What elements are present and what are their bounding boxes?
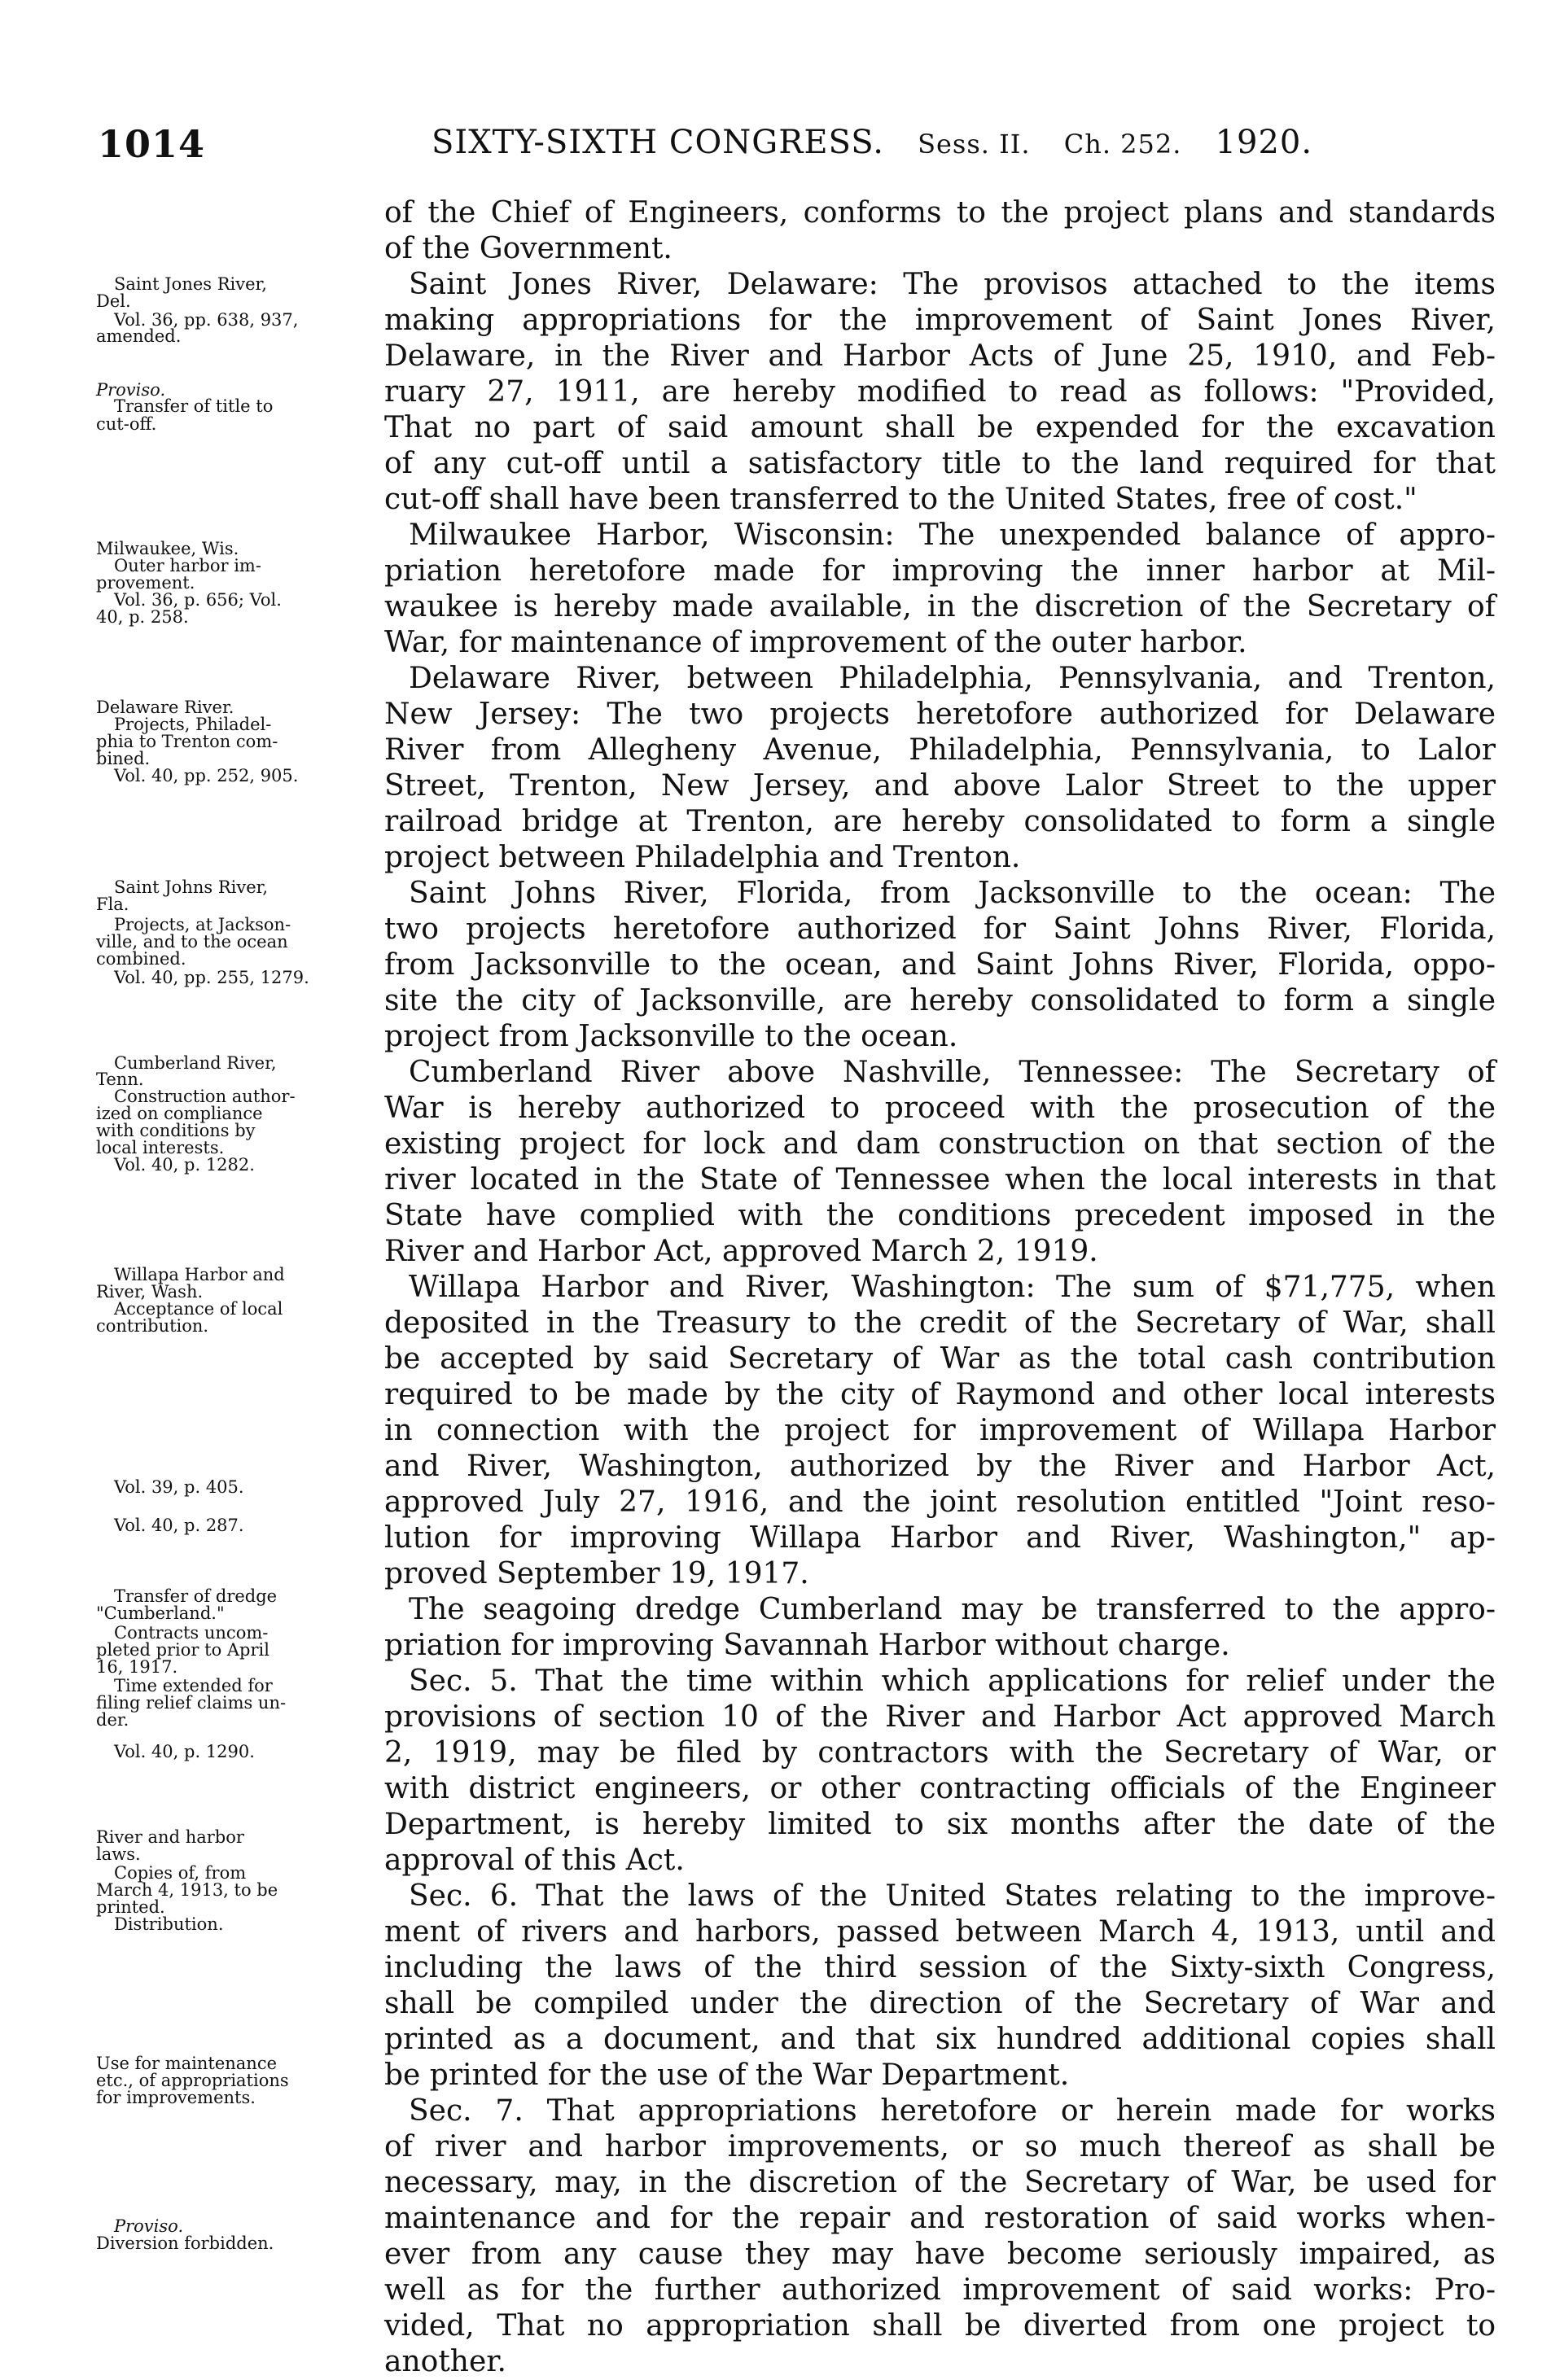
body-line: of the Chief of Engineers, conforms to the project plans and standards: [384, 196, 1496, 230]
body-line: of any cut-off until a satisfactory title to the land required for that: [384, 447, 1496, 480]
margin-note: Vol. 36, p. 656; Vol.: [114, 590, 282, 610]
body-line: including the laws of the third session of the Sixty-sixth Congress,: [384, 1951, 1496, 1984]
margin-note: Vol. 40, p. 1282.: [114, 1155, 255, 1175]
body-line: well as for the further authorized improvement of said works: Pro-: [384, 2273, 1496, 2307]
body-line: site the city of Jacksonville, are hereby consolidated to form a single: [384, 984, 1496, 1017]
margin-note: laws.: [96, 1844, 141, 1864]
margin-note: Use for maintenance: [96, 2054, 278, 2073]
margin-note: local interests.: [96, 1138, 225, 1157]
margin-note: "Cumberland.": [96, 1603, 225, 1623]
margin-note: ized on compliance: [96, 1104, 263, 1123]
margin-note: Diversion forbidden.: [96, 2233, 274, 2253]
margin-note: Vol. 40, pp. 255, 1279.: [114, 968, 309, 987]
body-line: project between Philadelphia and Trenton.: [384, 841, 1021, 874]
margin-note: Time extended for: [114, 1676, 273, 1695]
body-line: Cumberland River above Nashville, Tennessee: The Secretary of: [409, 1056, 1496, 1089]
body-line: project from Jacksonville to the ocean.: [384, 1020, 958, 1053]
body-line: River from Allegheny Avenue, Philadelphia, Pennsylvania, to Lalor: [384, 733, 1496, 767]
margin-note: River and harbor: [96, 1827, 244, 1847]
body-line: New Jersey: The two projects heretofore authorized for Delaware: [384, 698, 1496, 731]
body-line: printed as a document, and that six hundred additional copies shall: [384, 2023, 1496, 2056]
margin-note: Distribution.: [114, 1914, 224, 1934]
margin-note: Proviso.: [96, 380, 166, 400]
body-line: ment of rivers and harbors, passed between March 4, 1913, until and: [384, 1915, 1496, 1949]
margin-note: Projects, Philadel-: [114, 715, 272, 734]
margin-note: Projects, at Jackson-: [114, 915, 291, 934]
body-line: The seagoing dredge Cumberland may be transferred to the appro-: [409, 1593, 1496, 1626]
margin-note: Vol. 36, pp. 638, 937,: [114, 310, 299, 330]
session-label: Sess. II.: [918, 129, 1031, 160]
body-line: War, for maintenance of improvement of the outer harbor.: [384, 626, 1247, 659]
body-line: vided, That no appropriation shall be diverted from one project to: [384, 2309, 1496, 2343]
body-line: maintenance and for the repair and restoration of said works when-: [384, 2202, 1496, 2235]
body-line: from Jacksonville to the ocean, and Saint Johns River, Florida, oppo-: [384, 948, 1496, 982]
margin-note: pleted prior to April: [96, 1640, 269, 1660]
body-line: Sec. 5. That the time within which applications for relief under the: [409, 1665, 1496, 1698]
body-line: 2, 1919, may be filed by contractors with the Secretary of War, or: [384, 1736, 1496, 1770]
margin-note: for improvements.: [96, 2088, 256, 2107]
body-line: River and Harbor Act, approved March 2, 1919.: [384, 1235, 1098, 1268]
margin-note: with conditions by: [96, 1121, 256, 1140]
body-line: ever from any cause they may have become seriously impaired, as: [384, 2238, 1496, 2271]
page-number: 1014: [98, 122, 206, 166]
margin-note: provement.: [96, 573, 195, 593]
body-line: shall be compiled under the direction of the Secretary of War and: [384, 1987, 1496, 2020]
body-line: Saint Johns River, Florida, from Jacksonville to the ocean: The: [409, 877, 1496, 910]
margin-note: Cumberland River,: [114, 1053, 277, 1073]
margin-note: contribution.: [96, 1316, 209, 1336]
margin-note: Vol. 40, pp. 252, 905.: [114, 766, 299, 785]
margin-note: Del.: [96, 291, 131, 311]
margin-note: Saint Johns River,: [114, 877, 269, 897]
body-line: Department, is hereby limited to six months after the date of the: [384, 1808, 1496, 1841]
body-line: Delaware River, between Philadelphia, Pennsylvania, and Trenton,: [409, 662, 1496, 695]
margin-note: Vol. 39, p. 405.: [114, 1477, 244, 1497]
margin-note: Milwaukee, Wis.: [96, 539, 239, 558]
body-line: priation for improving Savannah Harbor without charge.: [384, 1629, 1230, 1662]
margin-note: ville, and to the ocean: [96, 932, 288, 952]
margin-note: filing relief claims un-: [96, 1693, 287, 1713]
margin-note: 16, 1917.: [96, 1657, 178, 1677]
body-line: State have complied with the conditions precedent imposed in the: [384, 1199, 1496, 1232]
body-line: river located in the State of Tennessee when the local interests in that: [384, 1163, 1496, 1197]
body-line: in connection with the project for improvement of Willapa Harbor: [384, 1414, 1496, 1447]
body-line: making appropriations for the improvement of Saint Jones River,: [384, 304, 1496, 337]
body-line: be printed for the use of the War Department.: [384, 2058, 1070, 2092]
margin-note: printed.: [96, 1897, 165, 1917]
body-line: Saint Jones River, Delaware: The provisos attached to the items: [409, 268, 1496, 301]
page-header: [98, 122, 1449, 171]
margin-note: River, Wash.: [96, 1282, 204, 1302]
body-line: Sec. 6. That the laws of the United States relating to the improve-: [409, 1879, 1496, 1913]
body-line: two projects heretofore authorized for Saint Johns River, Florida,: [384, 912, 1496, 946]
body-line: another.: [384, 2345, 506, 2378]
body-line: That no part of said amount shall be expended for the excavation: [384, 411, 1496, 444]
margin-note: cut-off.: [96, 414, 157, 434]
body-line: of the Government.: [384, 232, 673, 265]
body-line: approved July 27, 1916, and the joint resolution entitled "Joint reso-: [384, 1485, 1496, 1519]
margin-note: Proviso.: [114, 2216, 184, 2236]
margin-note: Construction author-: [114, 1087, 296, 1106]
body-line: proved September 19, 1917.: [384, 1557, 809, 1590]
body-line: War is hereby authorized to proceed with the prosecution of the: [384, 1092, 1496, 1125]
body-line: Sec. 7. That appropriations heretofore or herein made for works: [409, 2094, 1496, 2128]
margin-note: etc., of appropriations: [96, 2071, 289, 2090]
margin-note: bined.: [96, 749, 151, 768]
body-line: priation heretofore made for improving the inner harbor at Mil-: [384, 554, 1496, 588]
body-line: and River, Washington, authorized by the River and Harbor Act,: [384, 1450, 1496, 1483]
margin-note: Copies of, from: [114, 1863, 247, 1883]
body-line: provisions of section 10 of the River and Harbor Act approved March: [384, 1700, 1496, 1734]
margin-note: Transfer of dredge: [114, 1586, 278, 1606]
margin-note: 40, p. 258.: [96, 607, 189, 627]
margin-note: phia to Trenton com-: [96, 732, 278, 751]
body-line: Street, Trenton, New Jersey, and above Lalor Street to the upper: [384, 769, 1496, 803]
margin-note: Acceptance of local: [114, 1299, 283, 1319]
body-line: cut-off shall have been transferred to the United States, free of cost.": [384, 483, 1417, 516]
body-line: of river and harbor improvements, or so much thereof as shall be: [384, 2130, 1496, 2163]
body-line: existing project for lock and dam construction on that section of the: [384, 1127, 1496, 1161]
margin-note: Delaware River.: [96, 698, 234, 717]
body-line: be accepted by said Secretary of War as the total cash contribution: [384, 1342, 1496, 1376]
body-line: Willapa Harbor and River, Washington: The sum of $71,775, when: [409, 1271, 1496, 1304]
margin-note: Tenn.: [96, 1070, 144, 1089]
margin-note: der.: [96, 1710, 129, 1730]
body-line: Delaware, in the River and Harbor Acts of June 25, 1910, and Feb-: [384, 339, 1496, 373]
margin-note: Willapa Harbor and: [114, 1265, 285, 1284]
body-line: required to be made by the city of Raymond and other local interests: [384, 1378, 1496, 1411]
margin-note: March 4, 1913, to be: [96, 1880, 278, 1900]
body-line: approval of this Act.: [384, 1844, 685, 1877]
margin-note: Fla.: [96, 895, 129, 914]
body-line: deposited in the Treasury to the credit of the Secretary of War, shall: [384, 1306, 1496, 1340]
congress-title: SIXTY-SIXTH CONGRESS.: [432, 124, 884, 161]
margin-note: amended.: [96, 326, 182, 346]
body-line: railroad bridge at Trenton, are hereby consolidated to form a single: [384, 805, 1496, 838]
body-line: lution for improving Willapa Harbor and River, Washington," ap-: [384, 1521, 1496, 1555]
margin-note: Vol. 40, p. 287.: [114, 1516, 244, 1535]
margin-note: Saint Jones River,: [114, 274, 267, 294]
running-title: [432, 124, 1312, 161]
chapter-label: Ch. 252.: [1063, 129, 1182, 160]
margin-note: Contracts uncom-: [114, 1623, 269, 1643]
margin-note: combined.: [96, 949, 186, 969]
body-line: necessary, may, in the discretion of the Secretary of War, be used for: [384, 2166, 1496, 2199]
margin-note: Transfer of title to: [114, 396, 274, 416]
year-label: 1920.: [1215, 124, 1313, 161]
margin-note: Vol. 40, p. 1290.: [114, 1742, 255, 1761]
body-line: waukee is hereby made available, in the discretion of the Secretary of: [384, 590, 1496, 623]
body-line: with district engineers, or other contracting officials of the Engineer: [384, 1772, 1496, 1805]
margin-note: Outer harbor im-: [114, 556, 261, 575]
body-line: Milwaukee Harbor, Wisconsin: The unexpended balance of appro-: [409, 518, 1496, 552]
body-line: ruary 27, 1911, are hereby modified to read as follows: "Provided,: [384, 375, 1496, 409]
